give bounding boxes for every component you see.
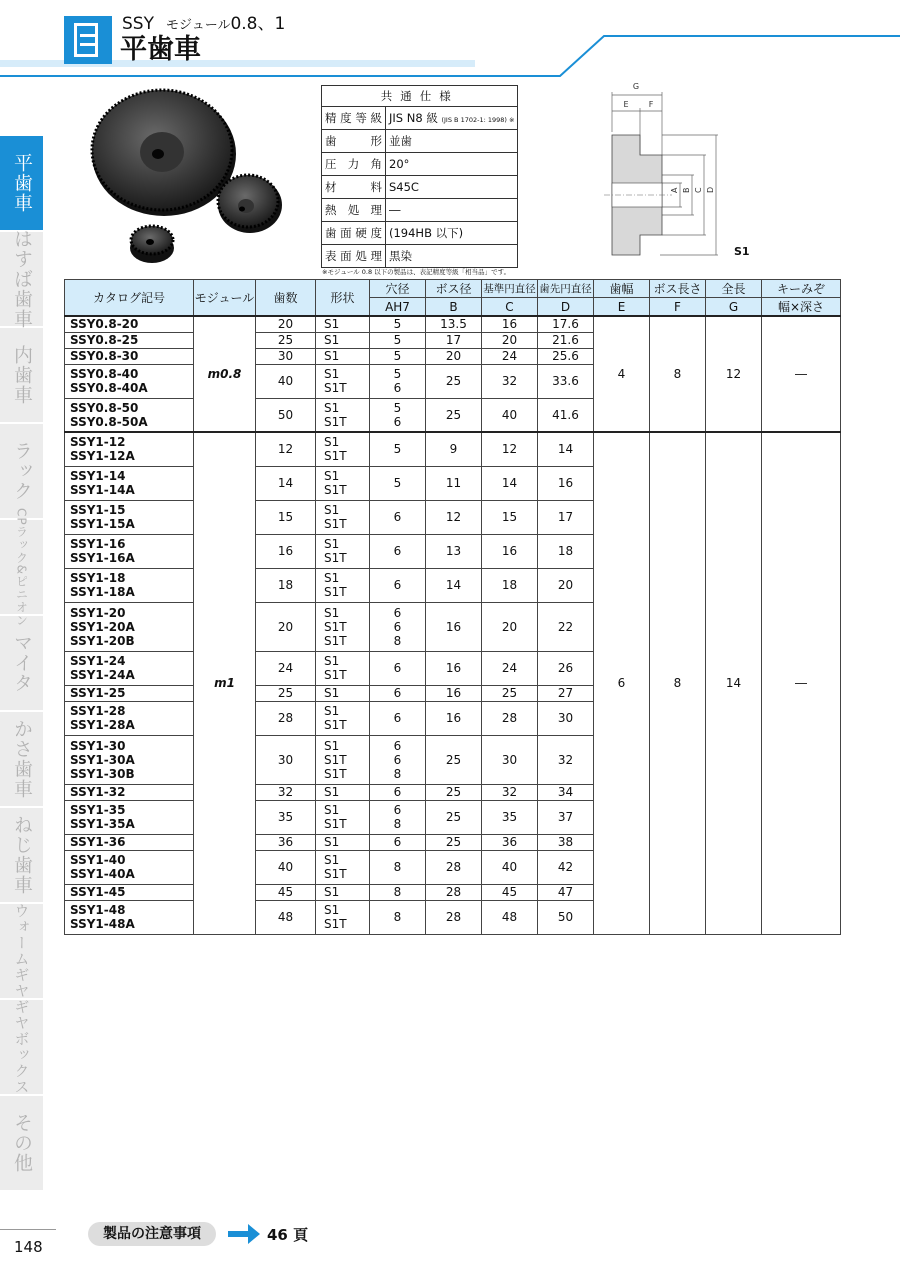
shape-value: S1 S1T xyxy=(316,800,370,834)
table-row xyxy=(65,316,841,332)
spec-key: 圧力角 xyxy=(322,153,386,176)
bore-dia: 6 xyxy=(370,701,426,735)
catalog-code: SSY1-20 SSY1-20A SSY1-20B xyxy=(65,602,194,651)
spec-value-main: JIS N8 級 xyxy=(389,111,438,125)
bore-dia: 8 xyxy=(370,850,426,884)
pitch-dia: 16 xyxy=(482,316,538,332)
col-subheader-keyway: 幅×深さ xyxy=(762,298,841,317)
outer-dia: 34 xyxy=(538,784,594,800)
side-tab-label: マイタ xyxy=(11,633,33,693)
hub-length: 8 xyxy=(650,432,706,934)
product-notice-link[interactable]: 製品の注意事項 xyxy=(88,1222,216,1246)
teeth-count: 48 xyxy=(256,900,316,934)
teeth-count: 40 xyxy=(256,364,316,398)
bore-dia: 6 xyxy=(370,651,426,685)
side-tab-label: はすば歯車 xyxy=(11,229,33,329)
pitch-dia: 14 xyxy=(482,466,538,500)
outer-dia: 27 xyxy=(538,685,594,701)
side-tab-label: 平歯車 xyxy=(11,153,33,213)
hub-dia: 11 xyxy=(426,466,482,500)
total-length: 14 xyxy=(706,432,762,934)
bore-dia: 5 xyxy=(370,348,426,364)
outer-dia: 26 xyxy=(538,651,594,685)
side-tab-rack[interactable] xyxy=(0,424,43,518)
col-header-hub-dia: ボス径 xyxy=(426,280,482,298)
teeth-count: 14 xyxy=(256,466,316,500)
bore-dia: 6 xyxy=(370,568,426,602)
hub-dia: 16 xyxy=(426,701,482,735)
outer-dia: 42 xyxy=(538,850,594,884)
hub-dia: 20 xyxy=(426,348,482,364)
teeth-count: 36 xyxy=(256,834,316,850)
hub-dia: 17 xyxy=(426,332,482,348)
catalog-code: SSY1-14 SSY1-14A xyxy=(65,466,194,500)
module-label: モジュール xyxy=(165,18,231,33)
pitch-dia: 12 xyxy=(482,432,538,466)
col-subheader-outer-dia: D xyxy=(538,298,594,317)
spec-key: 歯面硬度 xyxy=(322,222,386,245)
col-header-shape: 形状 xyxy=(316,280,370,317)
bore-dia: 5 xyxy=(370,316,426,332)
bore-dia: 6 xyxy=(370,685,426,701)
teeth-count: 30 xyxy=(256,735,316,784)
outer-dia: 32 xyxy=(538,735,594,784)
side-tab-label: CPラック&ピニオン xyxy=(14,507,29,627)
teeth-count: 20 xyxy=(256,602,316,651)
common-spec-table xyxy=(321,85,518,268)
teeth-count: 40 xyxy=(256,850,316,884)
col-subheader-bore: AH7 xyxy=(370,298,426,317)
shape-value: S1 xyxy=(316,332,370,348)
teeth-count: 25 xyxy=(256,332,316,348)
bore-dia: 5 6 xyxy=(370,364,426,398)
catalog-code: SSY1-35 SSY1-35A xyxy=(65,800,194,834)
shape-value: S1 S1T xyxy=(316,500,370,534)
hub-dia: 25 xyxy=(426,834,482,850)
teeth-count: 25 xyxy=(256,685,316,701)
side-tab-label: ウォームギヤ xyxy=(12,903,31,999)
side-tab-miter[interactable] xyxy=(0,616,43,710)
module-values: 0.8、1 xyxy=(230,14,286,34)
arrow-right-icon xyxy=(226,1222,262,1246)
col-subheader-total-length: G xyxy=(706,298,762,317)
catalog-code: SSY0.8-50 SSY0.8-50A xyxy=(65,398,194,432)
product-table xyxy=(64,279,841,935)
spec-key: 材料 xyxy=(322,176,386,199)
shape-value: S1 xyxy=(316,316,370,332)
dim-label-c: C xyxy=(694,187,703,193)
outer-dia: 30 xyxy=(538,701,594,735)
outer-dia: 50 xyxy=(538,900,594,934)
side-tab-label: 内歯車 xyxy=(11,345,33,405)
face-width: 6 xyxy=(594,432,650,934)
pitch-dia: 32 xyxy=(482,784,538,800)
dim-label-g: G xyxy=(632,82,640,91)
series-line xyxy=(122,14,285,36)
bore-dia: 6 xyxy=(370,500,426,534)
hub-dia: 14 xyxy=(426,568,482,602)
pitch-dia: 36 xyxy=(482,834,538,850)
pitch-dia: 24 xyxy=(482,651,538,685)
col-header-module: モジュール xyxy=(194,280,256,317)
pitch-dia: 35 xyxy=(482,800,538,834)
shape-value: S1 xyxy=(316,685,370,701)
hub-dia: 25 xyxy=(426,364,482,398)
catalog-code: SSY1-28 SSY1-28A xyxy=(65,701,194,735)
pitch-dia: 20 xyxy=(482,332,538,348)
col-header-face-width: 歯幅 xyxy=(594,280,650,298)
shape-value: S1 S1T S1T xyxy=(316,602,370,651)
side-tab-spur[interactable] xyxy=(0,136,43,230)
bore-dia: 6 xyxy=(370,784,426,800)
outer-dia: 25.6 xyxy=(538,348,594,364)
col-header-keyway: キーみぞ xyxy=(762,280,841,298)
shape-value: S1 S1T xyxy=(316,900,370,934)
bore-dia: 5 6 xyxy=(370,398,426,432)
catalog-code: SSY1-24 SSY1-24A xyxy=(65,651,194,685)
catalog-code: SSY1-45 xyxy=(65,884,194,900)
teeth-count: 28 xyxy=(256,701,316,735)
dim-label-f: F xyxy=(648,100,654,109)
outer-dia: 41.6 xyxy=(538,398,594,432)
spec-key: 精度等級 xyxy=(322,107,386,130)
hub-dia: 12 xyxy=(426,500,482,534)
page-title: 平歯車 xyxy=(120,34,201,65)
outer-dia: 21.6 xyxy=(538,332,594,348)
catalog-code: SSY0.8-30 xyxy=(65,348,194,364)
series-code: SSY xyxy=(122,14,154,34)
col-subheader-pitch-dia: C xyxy=(482,298,538,317)
spec-key: 熱処理 xyxy=(322,199,386,222)
module-value: m0.8 xyxy=(194,316,256,432)
side-tab-cp-rack-pinion[interactable] xyxy=(0,507,43,627)
bore-dia: 6 6 8 xyxy=(370,602,426,651)
spec-value: 黒染 xyxy=(386,245,518,268)
side-tab-label: ギヤボックス xyxy=(12,999,31,1095)
teeth-count: 20 xyxy=(256,316,316,332)
side-index-tabs xyxy=(0,136,43,1192)
side-tab-label: その他 xyxy=(11,1113,33,1173)
pitch-dia: 25 xyxy=(482,685,538,701)
outer-dia: 17.6 xyxy=(538,316,594,332)
col-header-hub-length: ボス長さ xyxy=(650,280,706,298)
shape-value: S1 S1T xyxy=(316,398,370,432)
teeth-count: 50 xyxy=(256,398,316,432)
dim-label-b: B xyxy=(682,187,691,193)
col-header-pitch-dia: 基準円直径 xyxy=(482,280,538,298)
outer-dia: 17 xyxy=(538,500,594,534)
hub-dia: 25 xyxy=(426,784,482,800)
shape-value: S1 S1T xyxy=(316,850,370,884)
side-tab-label: ラック xyxy=(11,441,33,501)
dim-label-a: A xyxy=(670,187,679,193)
col-subheader-face-width: E xyxy=(594,298,650,317)
bore-dia: 5 xyxy=(370,466,426,500)
shape-value: S1 S1T S1T xyxy=(316,735,370,784)
dim-label-d: D xyxy=(706,186,715,193)
shape-s1-label: S1 xyxy=(734,245,750,258)
pitch-dia: 30 xyxy=(482,735,538,784)
hub-dia: 25 xyxy=(426,800,482,834)
spec-value: 20° xyxy=(386,153,518,176)
teeth-count: 15 xyxy=(256,500,316,534)
shape-value: S1 xyxy=(316,834,370,850)
catalog-code: SSY1-16 SSY1-16A xyxy=(65,534,194,568)
catalog-code: SSY1-48 SSY1-48A xyxy=(65,900,194,934)
teeth-count: 32 xyxy=(256,784,316,800)
teeth-count: 12 xyxy=(256,432,316,466)
spec-key: 歯形 xyxy=(322,130,386,153)
col-header-bore: 穴径 xyxy=(370,280,426,298)
pitch-dia: 16 xyxy=(482,534,538,568)
col-subheader-hub-dia: B xyxy=(426,298,482,317)
catalog-code: SSY1-18 SSY1-18A xyxy=(65,568,194,602)
spec-key: 表面処理 xyxy=(322,245,386,268)
hub-dia: 13 xyxy=(426,534,482,568)
total-length: 12 xyxy=(706,316,762,432)
hub-length: 8 xyxy=(650,316,706,432)
bore-dia: 5 xyxy=(370,332,426,348)
col-header-total-length: 全長 xyxy=(706,280,762,298)
side-tab-bevel[interactable] xyxy=(0,712,43,806)
outer-dia: 14 xyxy=(538,432,594,466)
catalog-code: SSY1-12 SSY1-12A xyxy=(65,432,194,466)
catalog-code: SSY1-30 SSY1-30A SSY1-30B xyxy=(65,735,194,784)
hub-dia: 9 xyxy=(426,432,482,466)
teeth-count: 35 xyxy=(256,800,316,834)
col-header-catalog: カタログ記号 xyxy=(65,280,194,317)
pitch-dia: 40 xyxy=(482,398,538,432)
hub-dia: 28 xyxy=(426,884,482,900)
hub-dia: 16 xyxy=(426,651,482,685)
spec-value: ― xyxy=(386,199,518,222)
catalog-code: SSY1-15 SSY1-15A xyxy=(65,500,194,534)
side-tab-gearbox[interactable] xyxy=(0,1000,43,1094)
teeth-count: 16 xyxy=(256,534,316,568)
spec-value: S45C xyxy=(386,176,518,199)
teeth-count: 45 xyxy=(256,884,316,900)
module-value: m1 xyxy=(194,432,256,934)
shape-value: S1 S1T xyxy=(316,466,370,500)
shape-value: S1 S1T xyxy=(316,364,370,398)
catalog-code: SSY1-25 xyxy=(65,685,194,701)
face-width: 4 xyxy=(594,316,650,432)
spec-value: 並歯 xyxy=(386,130,518,153)
spec-footnote: ※モジュール 0.8 以下の製品は、表記精度等級「相当品」です。 xyxy=(322,268,511,276)
hub-dia: 13.5 xyxy=(426,316,482,332)
bore-dia: 5 xyxy=(370,432,426,466)
hub-dia: 28 xyxy=(426,900,482,934)
side-tab-label: ねじ歯車 xyxy=(11,815,33,895)
catalog-code: SSY1-40 SSY1-40A xyxy=(65,850,194,884)
shape-value: S1 S1T xyxy=(316,534,370,568)
side-tab-screw[interactable] xyxy=(0,808,43,902)
page-reference: 46 頁 xyxy=(267,1226,309,1244)
gear-product-photo xyxy=(86,84,296,274)
shape-value: S1 xyxy=(316,348,370,364)
bore-dia: 6 xyxy=(370,834,426,850)
shape-value: S1 S1T xyxy=(316,568,370,602)
keyway-size: ― xyxy=(762,432,841,934)
spec-value-note: (JIS B 1702-1: 1998) ※ xyxy=(441,116,515,124)
gear-dimension-drawing xyxy=(600,80,770,270)
side-tab-worm[interactable] xyxy=(0,904,43,998)
side-tab-other[interactable] xyxy=(0,1096,43,1190)
outer-dia: 22 xyxy=(538,602,594,651)
bore-dia: 6 6 8 xyxy=(370,735,426,784)
teeth-count: 24 xyxy=(256,651,316,685)
col-subheader-hub-length: F xyxy=(650,298,706,317)
shape-value: S1 S1T xyxy=(316,651,370,685)
dim-label-e: E xyxy=(623,100,629,109)
footer-rule xyxy=(0,1229,56,1230)
catalog-code: SSY1-36 xyxy=(65,834,194,850)
outer-dia: 18 xyxy=(538,534,594,568)
pitch-dia: 40 xyxy=(482,850,538,884)
bore-dia: 6 8 xyxy=(370,800,426,834)
outer-dia: 33.6 xyxy=(538,364,594,398)
outer-dia: 16 xyxy=(538,466,594,500)
side-tab-label: かさ歯車 xyxy=(11,719,33,799)
keyway-size: ― xyxy=(762,316,841,432)
col-header-outer-dia: 歯先円直径 xyxy=(538,280,594,298)
pitch-dia: 45 xyxy=(482,884,538,900)
bore-dia: 8 xyxy=(370,900,426,934)
catalog-code: SSY1-32 xyxy=(65,784,194,800)
catalog-code: SSY0.8-40 SSY0.8-40A xyxy=(65,364,194,398)
page-number: 148 xyxy=(14,1238,43,1256)
bore-dia: 8 xyxy=(370,884,426,900)
outer-dia: 20 xyxy=(538,568,594,602)
bore-dia: 6 xyxy=(370,534,426,568)
hub-dia: 16 xyxy=(426,602,482,651)
pitch-dia: 28 xyxy=(482,701,538,735)
pitch-dia: 18 xyxy=(482,568,538,602)
hub-dia: 16 xyxy=(426,685,482,701)
teeth-count: 30 xyxy=(256,348,316,364)
spec-value xyxy=(386,107,518,130)
pitch-dia: 15 xyxy=(482,500,538,534)
spur-gear-section-icon xyxy=(64,16,112,64)
side-tab-helical[interactable] xyxy=(0,229,43,329)
hub-dia: 25 xyxy=(426,735,482,784)
shape-value: S1 S1T xyxy=(316,432,370,466)
hub-dia: 25 xyxy=(426,398,482,432)
spec-header: 共通仕様 xyxy=(322,86,518,107)
catalog-code: SSY0.8-20 xyxy=(65,316,194,332)
teeth-count: 18 xyxy=(256,568,316,602)
shape-value: S1 xyxy=(316,784,370,800)
table-row xyxy=(65,432,841,466)
shape-value: S1 S1T xyxy=(316,701,370,735)
spec-value: (194HB 以下) xyxy=(386,222,518,245)
pitch-dia: 20 xyxy=(482,602,538,651)
catalog-code: SSY0.8-25 xyxy=(65,332,194,348)
outer-dia: 37 xyxy=(538,800,594,834)
side-tab-internal[interactable] xyxy=(0,328,43,422)
outer-dia: 38 xyxy=(538,834,594,850)
col-header-teeth: 歯数 xyxy=(256,280,316,317)
pitch-dia: 32 xyxy=(482,364,538,398)
shape-value: S1 xyxy=(316,884,370,900)
hub-dia: 28 xyxy=(426,850,482,884)
pitch-dia: 24 xyxy=(482,348,538,364)
pitch-dia: 48 xyxy=(482,900,538,934)
outer-dia: 47 xyxy=(538,884,594,900)
